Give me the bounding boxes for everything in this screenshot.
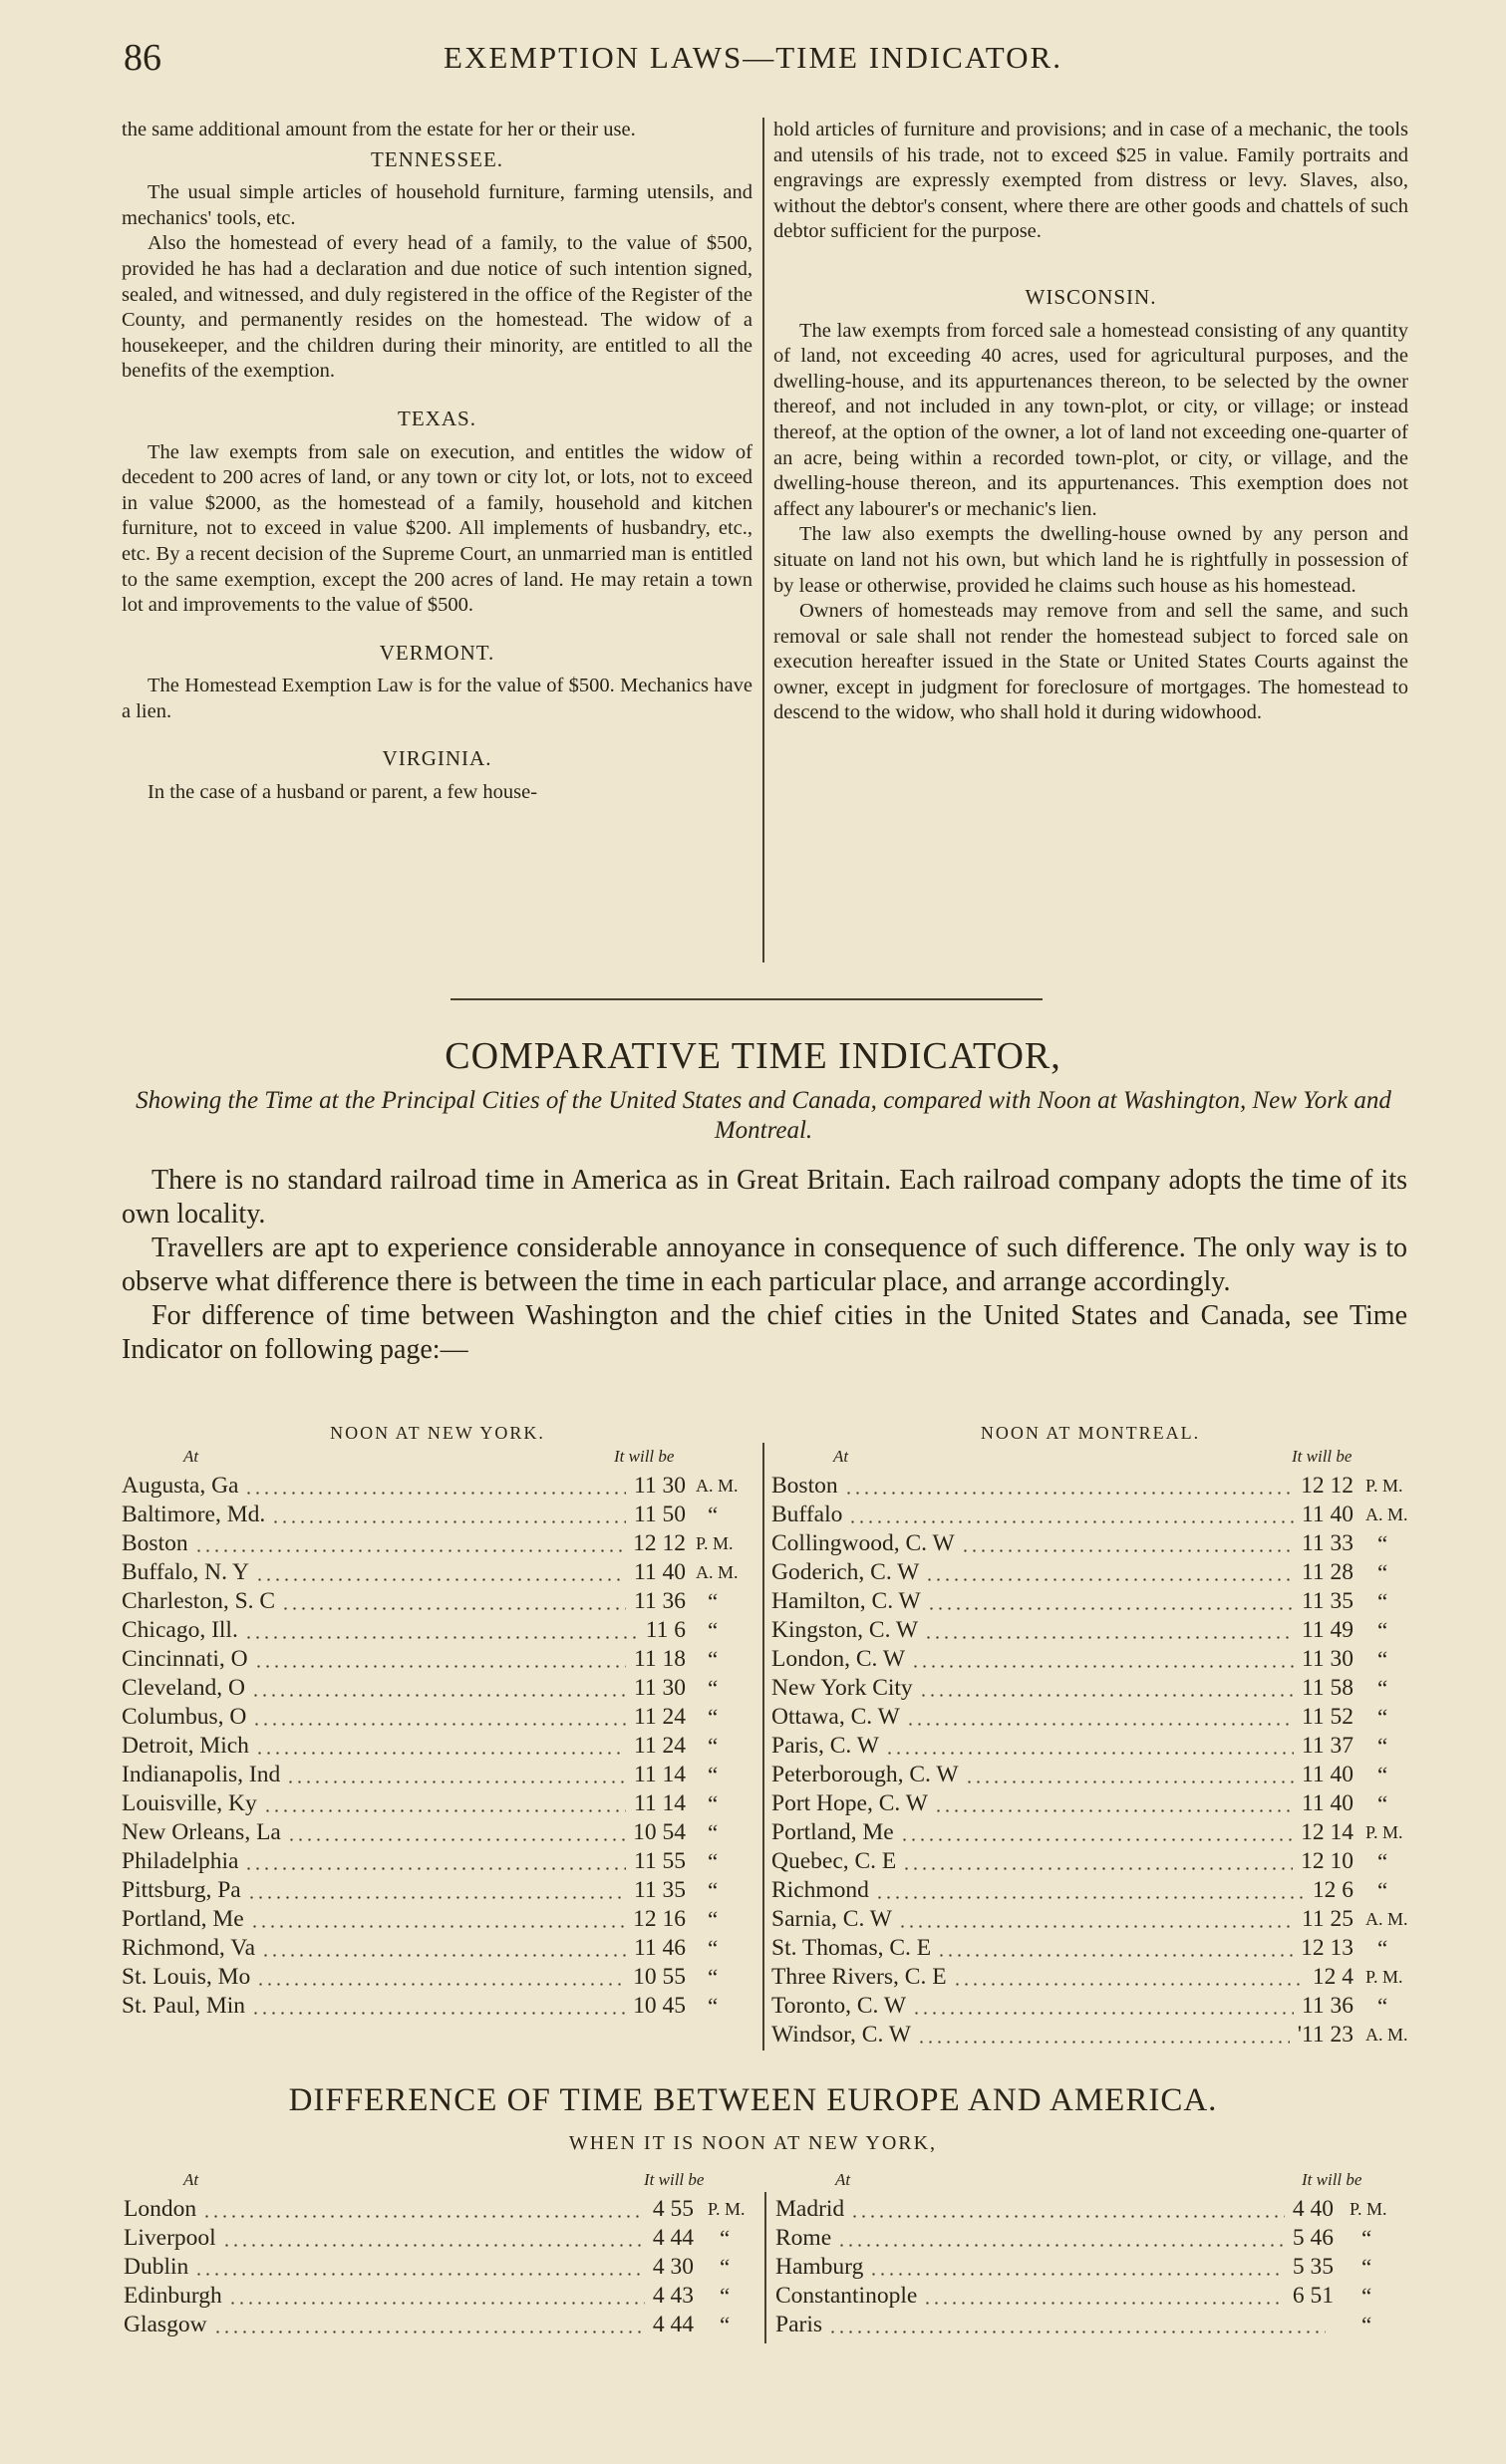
- table-row: [775, 2253, 1409, 2282]
- time-value: 11 33: [1301, 1530, 1354, 1556]
- time-suffix: “: [720, 2226, 731, 2251]
- city-name: Kingston, C. W: [771, 1617, 919, 1643]
- city-name: Baltimore, Md.: [122, 1502, 266, 1527]
- time-suffix: “: [708, 1907, 719, 1932]
- europe-table-left: [124, 2195, 759, 2339]
- time-suffix: “: [708, 1503, 719, 1527]
- time-suffix: “: [1377, 1936, 1388, 1961]
- time-suffix: “: [1361, 2226, 1372, 2251]
- table-row: [771, 1472, 1409, 1501]
- time-value: 12 12: [633, 1530, 686, 1556]
- city-name: Constantinople: [775, 2283, 918, 2309]
- heading-texas: TEXAS.: [398, 406, 476, 430]
- column-header-will-be: It will be: [644, 2170, 705, 2189]
- table-row: [771, 1529, 1409, 1558]
- time-value: 11 28: [1301, 1559, 1354, 1585]
- city-name: Edinburgh: [124, 2283, 222, 2309]
- dot-leader: [228, 2302, 645, 2305]
- time-suffix: “: [708, 1763, 719, 1787]
- time-value: 5 35: [1292, 2254, 1334, 2280]
- city-name: Boston: [771, 1473, 838, 1499]
- time-value: 4 43: [652, 2283, 694, 2309]
- dot-leader: [902, 1867, 1293, 1870]
- time-value: 4 44: [652, 2225, 694, 2251]
- column-header-will-be: It will be: [1292, 1447, 1353, 1466]
- city-name: Detroit, Mich: [122, 1733, 249, 1759]
- dot-leader: [869, 2273, 1285, 2276]
- dot-leader: [911, 1665, 1294, 1668]
- dot-leader: [934, 1809, 1294, 1812]
- city-name: Augusta, Ga: [122, 1473, 239, 1499]
- city-name: New Orleans, La: [122, 1819, 281, 1845]
- dot-leader: [937, 1954, 1293, 1957]
- city-name: Sarnia, C. W: [771, 1906, 892, 1932]
- city-name: Buffalo, N. Y: [122, 1559, 249, 1585]
- time-value: 11 14: [633, 1790, 686, 1816]
- table-row: [122, 1558, 753, 1587]
- dot-leader: [837, 2244, 1285, 2247]
- city-name: Glasgow: [124, 2312, 207, 2337]
- dot-leader: [906, 1723, 1294, 1726]
- section-divider: [451, 998, 1043, 1000]
- europe-title: DIFFERENCE OF TIME BETWEEN EUROPE AND AMERICA.: [288, 2082, 1218, 2118]
- dot-leader: [848, 1520, 1294, 1523]
- time-suffix: P. M.: [1350, 2199, 1387, 2219]
- time-suffix: “: [1377, 1618, 1388, 1643]
- dot-leader: [885, 1752, 1294, 1755]
- dot-leader: [255, 1752, 626, 1755]
- time-value: 12 13: [1301, 1935, 1354, 1961]
- dot-leader: [222, 2244, 645, 2247]
- running-title: EXEMPTION LAWS—TIME INDICATOR.: [444, 40, 1062, 75]
- city-name: London, C. W: [771, 1646, 906, 1672]
- time-value: 5 46: [1292, 2225, 1334, 2251]
- table-row: [771, 1876, 1409, 1905]
- city-name: Cleveland, O: [122, 1675, 245, 1701]
- column-header-will-be: It will be: [1302, 2170, 1362, 2189]
- table-row: [122, 1963, 753, 1992]
- right-column: [773, 118, 1408, 726]
- paragraph: The usual simple articles of household furniture, farming utensils, and mechanics' tools, etc.: [122, 181, 753, 229]
- dot-leader: [244, 1492, 626, 1495]
- table-row: [771, 1558, 1409, 1587]
- time-value: 11 49: [1301, 1617, 1354, 1643]
- city-name: Philadelphia: [122, 1848, 239, 1874]
- city-name: Boston: [122, 1530, 188, 1556]
- table-row: [122, 1501, 753, 1529]
- dot-leader: [244, 1867, 626, 1870]
- paragraph: The law also exempts the dwelling-house owned by any person and situate on land not his own, but which land he is rightfully in possession of by lease or otherwise, provided he claims such house as his homestead.: [773, 523, 1408, 597]
- city-name: Portland, Me: [771, 1819, 894, 1845]
- dot-leader: [925, 1578, 1294, 1581]
- city-name: Goderich, C. W: [771, 1559, 920, 1585]
- table-divider: [764, 2192, 766, 2343]
- table-row: [122, 1587, 753, 1616]
- time-suffix: P. M.: [1365, 1476, 1403, 1496]
- table-row: [771, 1732, 1409, 1761]
- table-row: [775, 2282, 1409, 2311]
- table-row: [122, 1732, 753, 1761]
- time-suffix: “: [1377, 1676, 1388, 1701]
- city-name: Cincinnati, O: [122, 1646, 248, 1672]
- time-suffix: “: [1377, 1531, 1388, 1556]
- city-name: Toronto, C. W: [771, 1993, 906, 2019]
- new-york-table-heading: NOON AT NEW YORK.: [330, 1423, 545, 1443]
- heading-wisconsin: WISCONSIN.: [1025, 284, 1157, 309]
- dot-leader: [194, 2273, 645, 2276]
- table-row: [122, 1789, 753, 1818]
- time-suffix: “: [708, 1705, 719, 1730]
- city-name: Louisville, Ky: [122, 1790, 257, 1816]
- city-name: Buffalo: [771, 1502, 843, 1527]
- paragraph: Also the homestead of every head of a family, to the value of $500, provided he has had a declaration and due notice of such intention signed, sealed, and witnessed, and duly registered in the office of the Register of the County, and permanently resides on the homestead. The widow of a housekeeper, and the children during their minority, are entitled to all the benefits of the exemption.: [122, 232, 753, 383]
- dot-leader: [961, 1549, 1294, 1552]
- time-suffix: A. M.: [1365, 2025, 1408, 2045]
- dot-leader: [287, 1838, 625, 1841]
- table-row: [122, 1761, 753, 1789]
- time-value: 10 45: [633, 1993, 686, 2019]
- city-name: Collingwood, C. W: [771, 1530, 955, 1556]
- table-row: [771, 1789, 1409, 1818]
- city-name: Chicago, Ill.: [122, 1617, 238, 1643]
- page-number: 86: [124, 37, 161, 79]
- time-value: 11 35: [633, 1877, 686, 1903]
- time-suffix: “: [708, 1647, 719, 1672]
- time-value: 12 6: [1312, 1877, 1354, 1903]
- time-suffix: “: [1377, 1994, 1388, 2019]
- time-suffix: “: [708, 1618, 719, 1643]
- time-value: 11 14: [633, 1762, 686, 1787]
- dot-leader: [912, 2012, 1294, 2015]
- table-row: [122, 1645, 753, 1674]
- time-suffix: A. M.: [696, 1476, 739, 1496]
- table-row: [122, 1472, 753, 1501]
- dot-leader: [919, 1694, 1294, 1697]
- paragraph: The law exempts from forced sale a homestead consisting of any quantity of land, not exceeding 40 acres, used for agricultural purposes, and the dwelling-house, and its appurtenances thereon, to be selected by the owner thereof, and not included in any town-plot, or city, or village; or instead thereof, at the option of the owner, a lot of land not exceeding one-quarter of an acre, being within a recorded town-plot, or city, or village, and the dwelling-house thereon, and its appurtenances. This exemption does not affect any labourer's or mechanic's lien.: [773, 319, 1408, 520]
- time-value: 4 55: [652, 2196, 694, 2222]
- dot-leader: [900, 1838, 1293, 1841]
- left-column: [122, 118, 753, 806]
- time-value: 11 40: [1301, 1790, 1354, 1816]
- table-row: [122, 1818, 753, 1847]
- time-suffix: “: [708, 1936, 719, 1961]
- city-name: St. Louis, Mo: [122, 1964, 251, 1990]
- time-indicator-title: COMPARATIVE TIME INDICATOR,: [445, 1035, 1061, 1077]
- table-row: [771, 1761, 1409, 1789]
- dot-leader: [256, 1983, 625, 1986]
- europe-table-right: [775, 2195, 1409, 2339]
- table-row: [124, 2195, 759, 2224]
- dot-leader: [251, 2012, 625, 2015]
- table-row: [771, 1674, 1409, 1703]
- time-suffix: P. M.: [696, 1533, 734, 1553]
- table-row: [771, 1934, 1409, 1963]
- city-name: Ottawa, C. W: [771, 1704, 900, 1730]
- time-suffix: P. M.: [708, 2199, 746, 2219]
- city-name: Hamburg: [775, 2254, 864, 2280]
- dot-leader: [251, 1694, 626, 1697]
- time-value: 11 55: [633, 1848, 686, 1874]
- table-row: [771, 1818, 1409, 1847]
- time-value: 12 4: [1312, 1964, 1354, 1990]
- table-row: [122, 1674, 753, 1703]
- table-row: [124, 2282, 759, 2311]
- city-name: Port Hope, C. W: [771, 1790, 928, 1816]
- city-name: St. Paul, Min: [122, 1993, 246, 2019]
- city-name: Indianapolis, Ind: [122, 1762, 281, 1787]
- city-name: Quebec, C. E: [771, 1848, 897, 1874]
- time-suffix: “: [1377, 1560, 1388, 1585]
- montreal-table: [771, 1472, 1409, 2050]
- time-value: 11 30: [633, 1675, 686, 1701]
- dot-leader: [247, 1896, 626, 1899]
- time-suffix: “: [708, 1589, 719, 1614]
- city-name: Peterborough, C. W: [771, 1762, 959, 1787]
- city-name: New York City: [771, 1675, 913, 1701]
- time-value: 11 30: [633, 1473, 686, 1499]
- time-suffix: “: [1361, 2255, 1372, 2280]
- time-indicator-subtitle: Showing the Time at the Principal Cities of the United States and Canada, compared with Noon at Washington, New York and Montreal.: [136, 1087, 1391, 1144]
- time-value: 11 30: [1301, 1646, 1354, 1672]
- dot-leader: [286, 1780, 626, 1783]
- column-divider: [762, 118, 764, 962]
- time-value: '11 23: [1297, 2022, 1354, 2048]
- time-suffix: “: [1361, 2313, 1372, 2337]
- dot-leader: [953, 1983, 1305, 1986]
- heading-virginia: VIRGINIA.: [382, 746, 492, 771]
- city-name: Dublin: [124, 2254, 189, 2280]
- time-indicator-intro: [122, 1164, 1407, 1367]
- continued-paragraph: the same additional amount from the estate for her or their use.: [122, 119, 636, 140]
- heading-vermont: VERMONT.: [379, 640, 495, 665]
- time-value: 11 58: [1301, 1675, 1354, 1701]
- dot-leader: [244, 1636, 638, 1639]
- time-suffix: “: [720, 2255, 731, 2280]
- time-suffix: “: [1377, 1589, 1388, 1614]
- dot-leader: [194, 1549, 625, 1552]
- heading-tennessee: TENNESSEE.: [370, 146, 504, 171]
- dot-leader: [213, 2330, 645, 2333]
- time-suffix: “: [1377, 1647, 1388, 1672]
- dot-leader: [923, 2302, 1285, 2305]
- dot-leader: [263, 1809, 626, 1812]
- city-name: Paris: [775, 2312, 822, 2337]
- time-value: 11 6: [645, 1617, 686, 1643]
- dot-leader: [250, 1925, 625, 1928]
- dot-leader: [924, 1636, 1294, 1639]
- table-row: [122, 1992, 753, 2021]
- dot-leader: [927, 1607, 1294, 1610]
- city-name: Hamilton, C. W: [771, 1588, 921, 1614]
- table-row: [122, 1616, 753, 1645]
- dot-leader: [844, 1492, 1293, 1495]
- europe-subtitle: WHEN IT IS NOON AT NEW YORK,: [568, 2132, 938, 2154]
- table-row: [122, 1905, 753, 1934]
- time-suffix: “: [1377, 1878, 1388, 1903]
- time-value: 11 46: [633, 1935, 686, 1961]
- time-value: 12 10: [1301, 1848, 1354, 1874]
- time-value: 12 14: [1301, 1819, 1354, 1845]
- column-header-at: At: [183, 2170, 199, 2189]
- time-suffix: “: [720, 2284, 731, 2309]
- dot-leader: [875, 1896, 1305, 1899]
- time-value: 11 52: [1301, 1704, 1354, 1730]
- table-row: [122, 1703, 753, 1732]
- time-suffix: “: [1377, 1791, 1388, 1816]
- table-row: [775, 2224, 1409, 2253]
- paragraph: The law exempts from sale on execution, and entitles the widow of decedent to 200 acres of land, or any town or city lot, or lots, not to exceed in value $2000, as the homestead of a family, household and kitchen furniture, not to exceed in value $200. All implements of husbandry, etc., etc. By a recent decision of the Supreme Court, an unmarried man is entitled to the same exemption, except the 200 acres of land. He may retain a town lot and improvements to the value of $500.: [122, 440, 753, 617]
- column-header-at: At: [183, 1447, 199, 1466]
- time-value: 4 30: [652, 2254, 694, 2280]
- time-value: 11 24: [633, 1704, 686, 1730]
- time-suffix: “: [1377, 1734, 1388, 1759]
- dot-leader: [252, 1723, 626, 1726]
- table-row: [124, 2224, 759, 2253]
- dot-leader: [917, 2041, 1290, 2044]
- montreal-table-heading: NOON AT MONTREAL.: [980, 1423, 1201, 1443]
- intro-paragraph: For difference of time between Washington and the chief cities in the United States and Canada, see Time Indicator on following page:—: [122, 1300, 1407, 1365]
- table-row: [122, 1934, 753, 1963]
- time-value: 11 25: [1301, 1906, 1354, 1932]
- time-value: 11 24: [633, 1733, 686, 1759]
- time-suffix: A. M.: [696, 1562, 739, 1582]
- time-suffix: “: [708, 1878, 719, 1903]
- time-suffix: “: [1361, 2284, 1372, 2309]
- time-suffix: “: [708, 1734, 719, 1759]
- city-name: Rome: [775, 2225, 832, 2251]
- time-value: 12 16: [633, 1906, 686, 1932]
- time-suffix: “: [1377, 1849, 1388, 1874]
- time-suffix: “: [708, 1820, 719, 1845]
- city-name: Windsor, C. W: [771, 2022, 911, 2048]
- time-value: 10 55: [633, 1964, 686, 1990]
- paragraph: The Homestead Exemption Law is for the value of $500. Mechanics have a lien.: [122, 675, 753, 722]
- table-divider: [762, 1443, 764, 2051]
- time-suffix: “: [1377, 1705, 1388, 1730]
- time-suffix: A. M.: [1365, 1909, 1408, 1929]
- table-row: [122, 1847, 753, 1876]
- time-suffix: “: [708, 1965, 719, 1990]
- column-header-at: At: [833, 1447, 849, 1466]
- new-york-table: [122, 1472, 753, 2021]
- time-value: 12 12: [1301, 1473, 1354, 1499]
- city-name: Charleston, S. C: [122, 1588, 276, 1614]
- time-suffix: “: [720, 2313, 731, 2337]
- dot-leader: [850, 2215, 1285, 2218]
- time-value: 10 54: [633, 1819, 686, 1845]
- dot-leader: [965, 1780, 1294, 1783]
- continued-paragraph: hold articles of furniture and provisions; and in case of a mechanic, the tools and utensils of his trade, not to exceed $25 in value. Family portraits and engravings are expressly exempted from distress or levy. Slaves, also, without the debtor's consent, where there are other goods and chattels of such debtor sufficient for the purpose.: [773, 119, 1408, 243]
- city-name: Pittsburg, Pa: [122, 1877, 241, 1903]
- dot-leader: [254, 1665, 626, 1668]
- dot-leader: [261, 1954, 626, 1957]
- dot-leader: [271, 1520, 626, 1523]
- time-value: 11 18: [633, 1646, 686, 1672]
- time-suffix: P. M.: [1365, 1967, 1403, 1987]
- table-row: [124, 2311, 759, 2339]
- table-row: [771, 1501, 1409, 1529]
- time-value: 11 40: [1301, 1502, 1354, 1527]
- time-value: 11 50: [633, 1502, 686, 1527]
- table-row: [771, 1992, 1409, 2021]
- dot-leader: [255, 1578, 626, 1581]
- table-row: [771, 1905, 1409, 1934]
- paragraph: In the case of a husband or parent, a few house-: [148, 781, 538, 804]
- city-name: Richmond, Va: [122, 1935, 256, 1961]
- time-suffix: “: [708, 1849, 719, 1874]
- dot-leader: [898, 1925, 1294, 1928]
- table-row: [771, 1587, 1409, 1616]
- time-value: 11 40: [633, 1559, 686, 1585]
- table-row: [775, 2195, 1409, 2224]
- table-row: [771, 2021, 1409, 2050]
- time-value: 11 40: [1301, 1762, 1354, 1787]
- city-name: Portland, Me: [122, 1906, 244, 1932]
- time-value: 4 44: [652, 2312, 694, 2337]
- column-header-at: At: [835, 2170, 851, 2189]
- table-row: [775, 2311, 1409, 2339]
- dot-leader: [202, 2215, 645, 2218]
- city-name: London: [124, 2196, 197, 2222]
- time-suffix: “: [708, 1994, 719, 2019]
- time-suffix: “: [708, 1791, 719, 1816]
- table-row: [122, 1529, 753, 1558]
- dot-leader: [828, 2330, 1326, 2333]
- city-name: Paris, C. W: [771, 1733, 879, 1759]
- time-value: 11 37: [1301, 1733, 1354, 1759]
- table-row: [771, 1645, 1409, 1674]
- city-name: St. Thomas, C. E: [771, 1935, 932, 1961]
- table-row: [771, 1847, 1409, 1876]
- city-name: Liverpool: [124, 2225, 216, 2251]
- intro-paragraph: There is no standard railroad time in America as in Great Britain. Each railroad company adopts the time of its own locality.: [122, 1165, 1407, 1230]
- city-name: Three Rivers, C. E: [771, 1964, 947, 1990]
- time-value: 11 36: [633, 1588, 686, 1614]
- dot-leader: [281, 1607, 626, 1610]
- table-row: [124, 2253, 759, 2282]
- time-value: 4 40: [1292, 2196, 1334, 2222]
- table-row: [771, 1703, 1409, 1732]
- time-value: 6 51: [1292, 2283, 1334, 2309]
- intro-paragraph: Travellers are apt to experience considerable annoyance in consequence of such difference. The only way is to observe what difference there is between the time in each particular place, and arrange accordingly.: [122, 1232, 1407, 1297]
- time-value: 11 36: [1301, 1993, 1354, 2019]
- city-name: Columbus, O: [122, 1704, 247, 1730]
- table-row: [122, 1876, 753, 1905]
- column-header-will-be: It will be: [614, 1447, 675, 1466]
- city-name: Richmond: [771, 1877, 869, 1903]
- time-suffix: “: [708, 1676, 719, 1701]
- time-suffix: “: [1377, 1763, 1388, 1787]
- time-suffix: P. M.: [1365, 1822, 1403, 1842]
- time-value: 11 35: [1301, 1588, 1354, 1614]
- table-row: [771, 1963, 1409, 1992]
- city-name: Madrid: [775, 2196, 845, 2222]
- time-suffix: A. M.: [1365, 1505, 1408, 1524]
- table-row: [771, 1616, 1409, 1645]
- paragraph: Owners of homesteads may remove from and sell the same, and such removal or sale shall not render the homestead subject to forced sale on execution hereafter issued in the State or United States Courts against the owner, except in judgment for foreclosure of mortgages. The homestead to descend to the widow, who shall hold it during widowhood.: [773, 600, 1408, 724]
